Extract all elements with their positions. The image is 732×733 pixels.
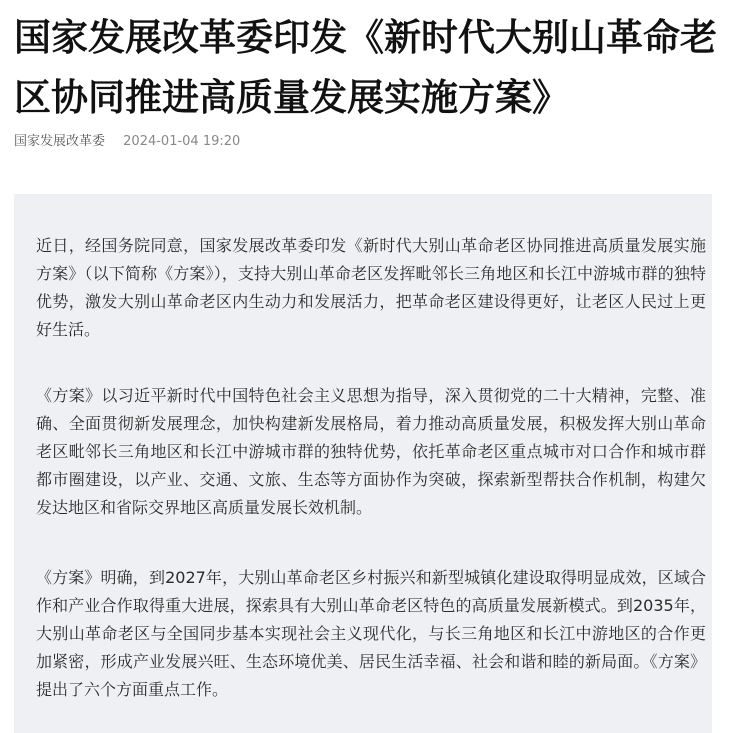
article-paragraph-1: 近日，经国务院同意，国家发展改革委印发《新时代大别山革命老区协同推进高质量发展实施方案》（以下简称《方案》），支持大别山革命老区发挥毗邻长三角地区和长江中游城市群的独特优势，激发大别山革命老区内生动力和发展活力，把革命老区建设得更好，让老区人民过上更好生活。 [36,236,706,339]
article-paragraph-2: 《方案》以习近平新时代中国特色社会主义思想为指导，深入贯彻党的二十大精神，完整、准确、全面贯彻新发展理念，加快构建新发展格局，着力推动高质量发展，积极发挥大别山革命老区毗邻长三角地区和长江中游城市群的独特优势，依托革命老区重点城市对口合作和城市群都市圈建设，以产业、交通、文旅、生态等方面协作为突破，探索新型帮扶合作机制，构建欠发达地区和省际交界地区高质量发展长效机制。 [36,386,706,517]
article-body [14,194,712,733]
article-paragraph-3: 《方案》明确，到2027年，大别山革命老区乡村振兴和新型城镇化建设取得明显成效，区域合作和产业合作取得重大进展，探索具有大别山革命老区特色的高质量发展新模式。到2035年，大别山革命老区与全国同步基本实现社会主义现代化，与长三角地区和长江中游地区的合作更加紧密，形成产业发展兴旺、生态环境优美、居民生活幸福、社会和谐和睦的新局面。《方案》提出了六个方面重点工作。 [36,568,706,699]
article-meta [14,134,240,150]
article-title: 国家发展改革委印发《新时代大别山革命老区协同推进高质量发展实施方案》 [14,16,717,119]
article-date: 2024-01-04 19:20 [123,134,241,149]
article-source[interactable]: 国家发展改革委 [14,134,106,149]
